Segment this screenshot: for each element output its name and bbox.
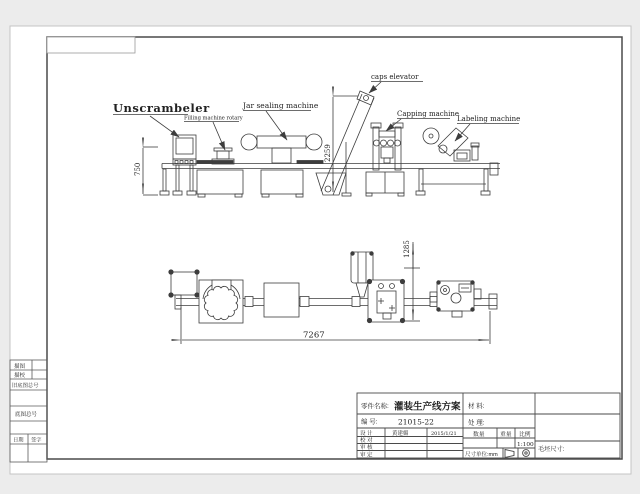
approve-label: 审 定 [360,452,373,459]
scale-label: 比例 [519,431,531,438]
old-master-label: 旧底图总号 [12,383,39,390]
label-jar-sealing: Jar sealing machine [243,101,319,110]
number-value: 21015-22 [398,417,434,427]
rotary-table-plan [199,280,243,323]
scale-value: 1:100 [517,442,534,448]
dim-text-1285: 1285 [403,240,411,258]
paper-sheet [10,26,631,474]
design-label: 设 计 [360,430,373,437]
dim-text-2259: 2259 [324,144,332,162]
designer-name: 黄建媚 [392,430,409,437]
label-unscrambler: Unscrambeler [113,101,210,115]
side-row1-label: 描图 [14,363,26,370]
dim-text-7267: 7267 [303,330,325,341]
label-caps-elevator: caps elevator [371,73,419,81]
capping-plan [367,279,404,322]
sign-label: 签字 [31,437,42,444]
design-date: 2015/1/21 [431,430,457,437]
date-label: 日期 [13,437,24,444]
number-label: 编 号: [361,418,378,426]
corner-reference-box [47,37,135,53]
weight-label: 重量 [500,431,512,438]
side-row2-label: 描校 [14,373,26,379]
material-label: 材 料: [468,403,485,410]
dim-text-750: 750 [134,162,142,176]
sealing-box-plan [264,283,299,317]
blank-size-label: 毛坯尺寸: [538,446,565,453]
audit-label: 审 核 [360,445,373,451]
part-name-label: 零件名称: [361,403,389,410]
unit-label: 尺寸单位:mm [465,452,498,458]
check-label: 校 对 [360,438,373,444]
label-labeling: Labeling machine [457,115,521,123]
label-filling: Filling machine rotary [184,115,243,122]
qty-label: 数量 [473,431,485,438]
label-capping: Capping machine [397,110,460,118]
master-label: 底图总号 [15,412,38,418]
treatment-label: 处 理: [468,419,485,427]
part-name-value: 灌装生产线方案 [394,401,461,413]
